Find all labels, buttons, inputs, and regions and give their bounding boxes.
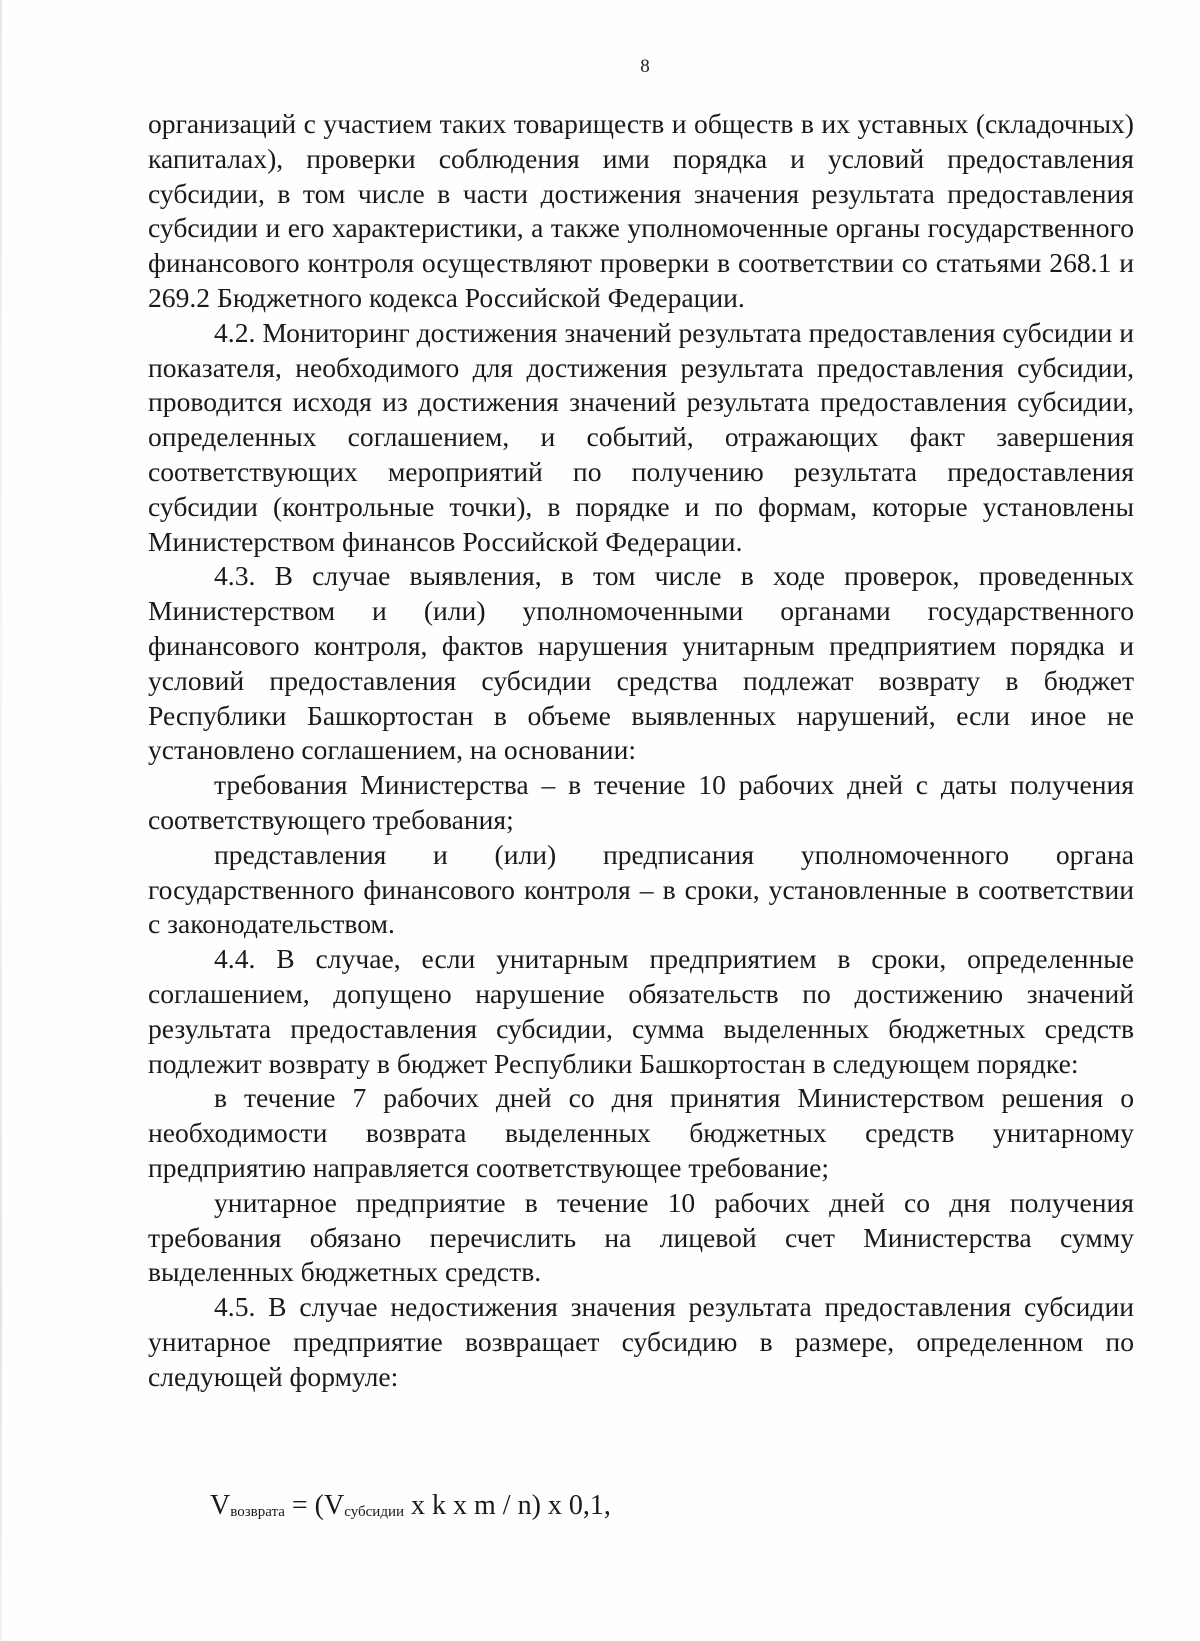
refund-formula [210, 1488, 611, 1530]
paragraph-4-5: 4.5. В случае недостижения значения результата предоставления субсидии унитарное предприятие возвращает субсидию в размере, определенном по следующей формуле: [148, 1291, 1134, 1392]
page-number: 8 [640, 56, 650, 77]
paragraph-4-3: 4.3. В случае выявления, в том числе в ходе проверок, проведенных Министерством и (или) уполномоченными органами государственного финансового контроля, фактов нарушения унитарным предприятием порядка и условий предоставления субсидии средства подлежат возврату в бюджет Республики Башкортостан в объеме выявленных нарушений, если иное не установлено соглашением, на основании: [148, 560, 1134, 766]
paragraph-4-4-item-2: унитарное предприятие в течение 10 рабочих дней со дня получения требования обязано перечислить на лицевой счет Министерства сумму выделенных бюджетных средств. [148, 1186, 1134, 1288]
paragraph-4-3-item-1: требования Министерства – в течение 10 рабочих дней с даты получения соответствующего требования; [148, 769, 1134, 835]
formula-lhs-symbol: V [210, 1490, 231, 1521]
scan-edge-shadow [0, 0, 2, 1641]
formula-rhs-symbol: V [324, 1490, 345, 1521]
formula-equals-open: = ( [284, 1490, 325, 1521]
paragraph-4-3-item-2: представления и (или) предписания уполномоченного органа государственного финансового контроля – в сроки, установленные в соответствии с законодательством. [148, 838, 1134, 940]
paragraph-4-2: 4.2. Мониторинг достижения значений результата предоставления субсидии и показателя, необходимого для достижения результата предоставления субсидии, проводится исходя из достижения значений результата предоставления субсидии, определенных соглашением, и событий, отражающих факт завершения соответствующих мероприятий по получению результата предоставления субсидии (контрольные точки), в порядке и по формам, которые установлены Министерством финансов Российской Федерации. [148, 316, 1134, 557]
paragraph-4-4-item-1: в течение 7 рабочих дней со дня принятия Министерством решения о необходимости возврата выделенных бюджетных средств унитарному предприятию направляется соответствующее требование; [148, 1082, 1134, 1183]
formula-rhs-subscript: субсидии [344, 1504, 405, 1520]
body-text [148, 107, 1134, 1394]
paragraph-continuation: организаций с участием таких товариществ и обществ в их уставных (складочных) капиталах), проверки соблюдения ими порядка и условий предоставления субсидии, в том числе в части достижения значения результата предоставления субсидии и его характеристики, а также уполномоченные органы государственного финансового контроля осуществляют проверки в соответствии со статьями 268.1 и 269.2 Бюджетного кодекса Российской Федерации. [148, 108, 1134, 313]
formula-rhs-tail: x k x m / n) x 0,1, [404, 1490, 611, 1521]
formula-lhs-subscript: возврата [230, 1504, 285, 1520]
paragraph-4-4: 4.4. В случае, если унитарным предприятием в сроки, определенные соглашением, допущено нарушение обязательств по достижению значений результата предоставления субсидии, сумма выделенных бюджетных средств подлежит возврату в бюджет Республики Башкортостан в следующем порядке: [148, 943, 1134, 1079]
